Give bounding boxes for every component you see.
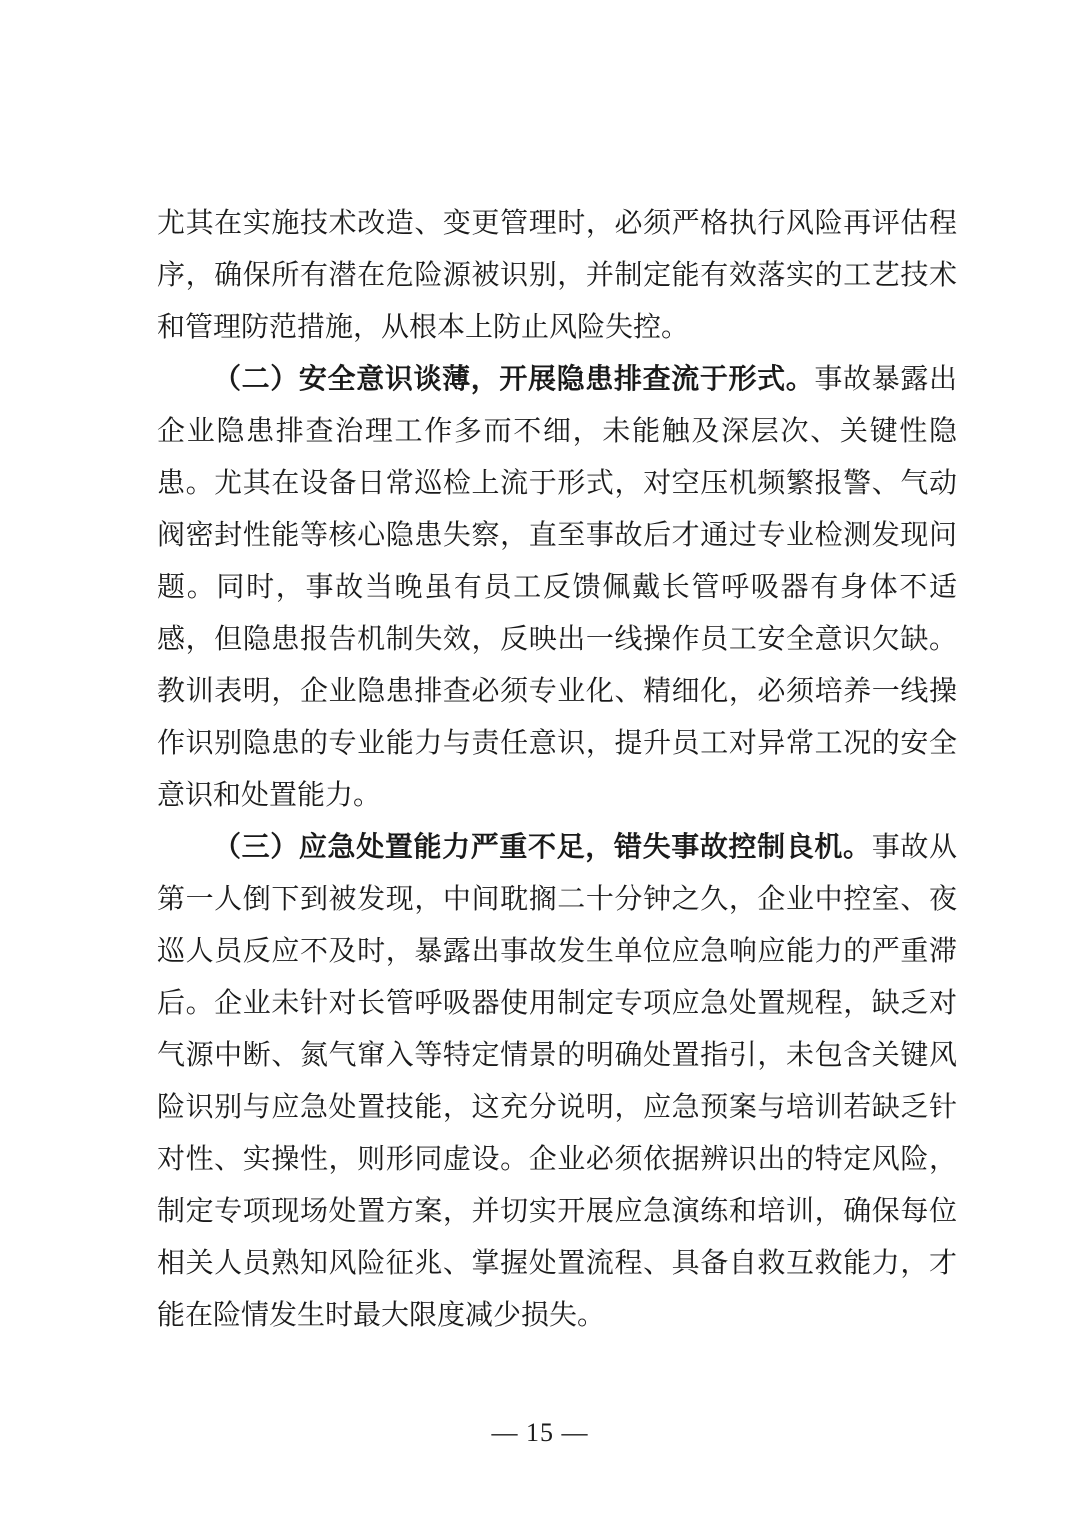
section-heading-2: （二）安全意识谈薄，开展隐患排查流于形式。 — [213, 362, 815, 395]
body-text — [157, 197, 957, 1341]
paragraph-text: 尤其在实施技术改造、变更管理时，必须严格执行风险再评估程序，确保所有潜在危险源被识别，并制定能有效落实的工艺技术和管理防范措施，从根本上防止风险失控。 — [157, 206, 957, 343]
paragraph-continuation — [157, 197, 957, 353]
paragraph-section-2 — [157, 353, 957, 821]
paragraph-text: 事故从第一人倒下到被发现，中间耽搁二十分钟之久，企业中控室、夜巡人员反应不及时，暴露出事故发生单位应急响应能力的严重滞后。企业未针对长管呼吸器使用制定专项应急处置规程，缺乏对气源中断、氮气窜入等特定情景的明确处置指引，未包含关键风险识别与应急处置技能，这充分说明，应急预案与培训若缺乏针对性、实操性，则形同虚设。企业必须依据辨识出的特定风险，制定专项现场处置方案，并切实开展应急演练和培训，确保每位相关人员熟知风险征兆、掌握处置流程、具备自救互救能力，才能在险情发生时最大限度减少损失。 — [157, 830, 957, 1331]
paragraph-text: 事故暴露出企业隐患排查治理工作多而不细，未能触及深层次、关键性隐患。尤其在设备日常巡检上流于形式，对空压机频繁报警、气动阀密封性能等核心隐患失察，直至事故后才通过专业检测发现问题。同时，事故当晚虽有员工反馈佩戴长管呼吸器有身体不适感，但隐患报告机制失效，反映出一线操作员工安全意识欠缺。教训表明，企业隐患排查必须专业化、精细化，必须培养一线操作识别隐患的专业能力与责任意识，提升员工对异常工况的安全意识和处置能力。 — [157, 362, 957, 811]
section-heading-3: （三）应急处置能力严重不足，错失事故控制良机。 — [213, 830, 872, 863]
page-number: — 15 — — [491, 1418, 589, 1447]
paragraph-section-3 — [157, 821, 957, 1341]
